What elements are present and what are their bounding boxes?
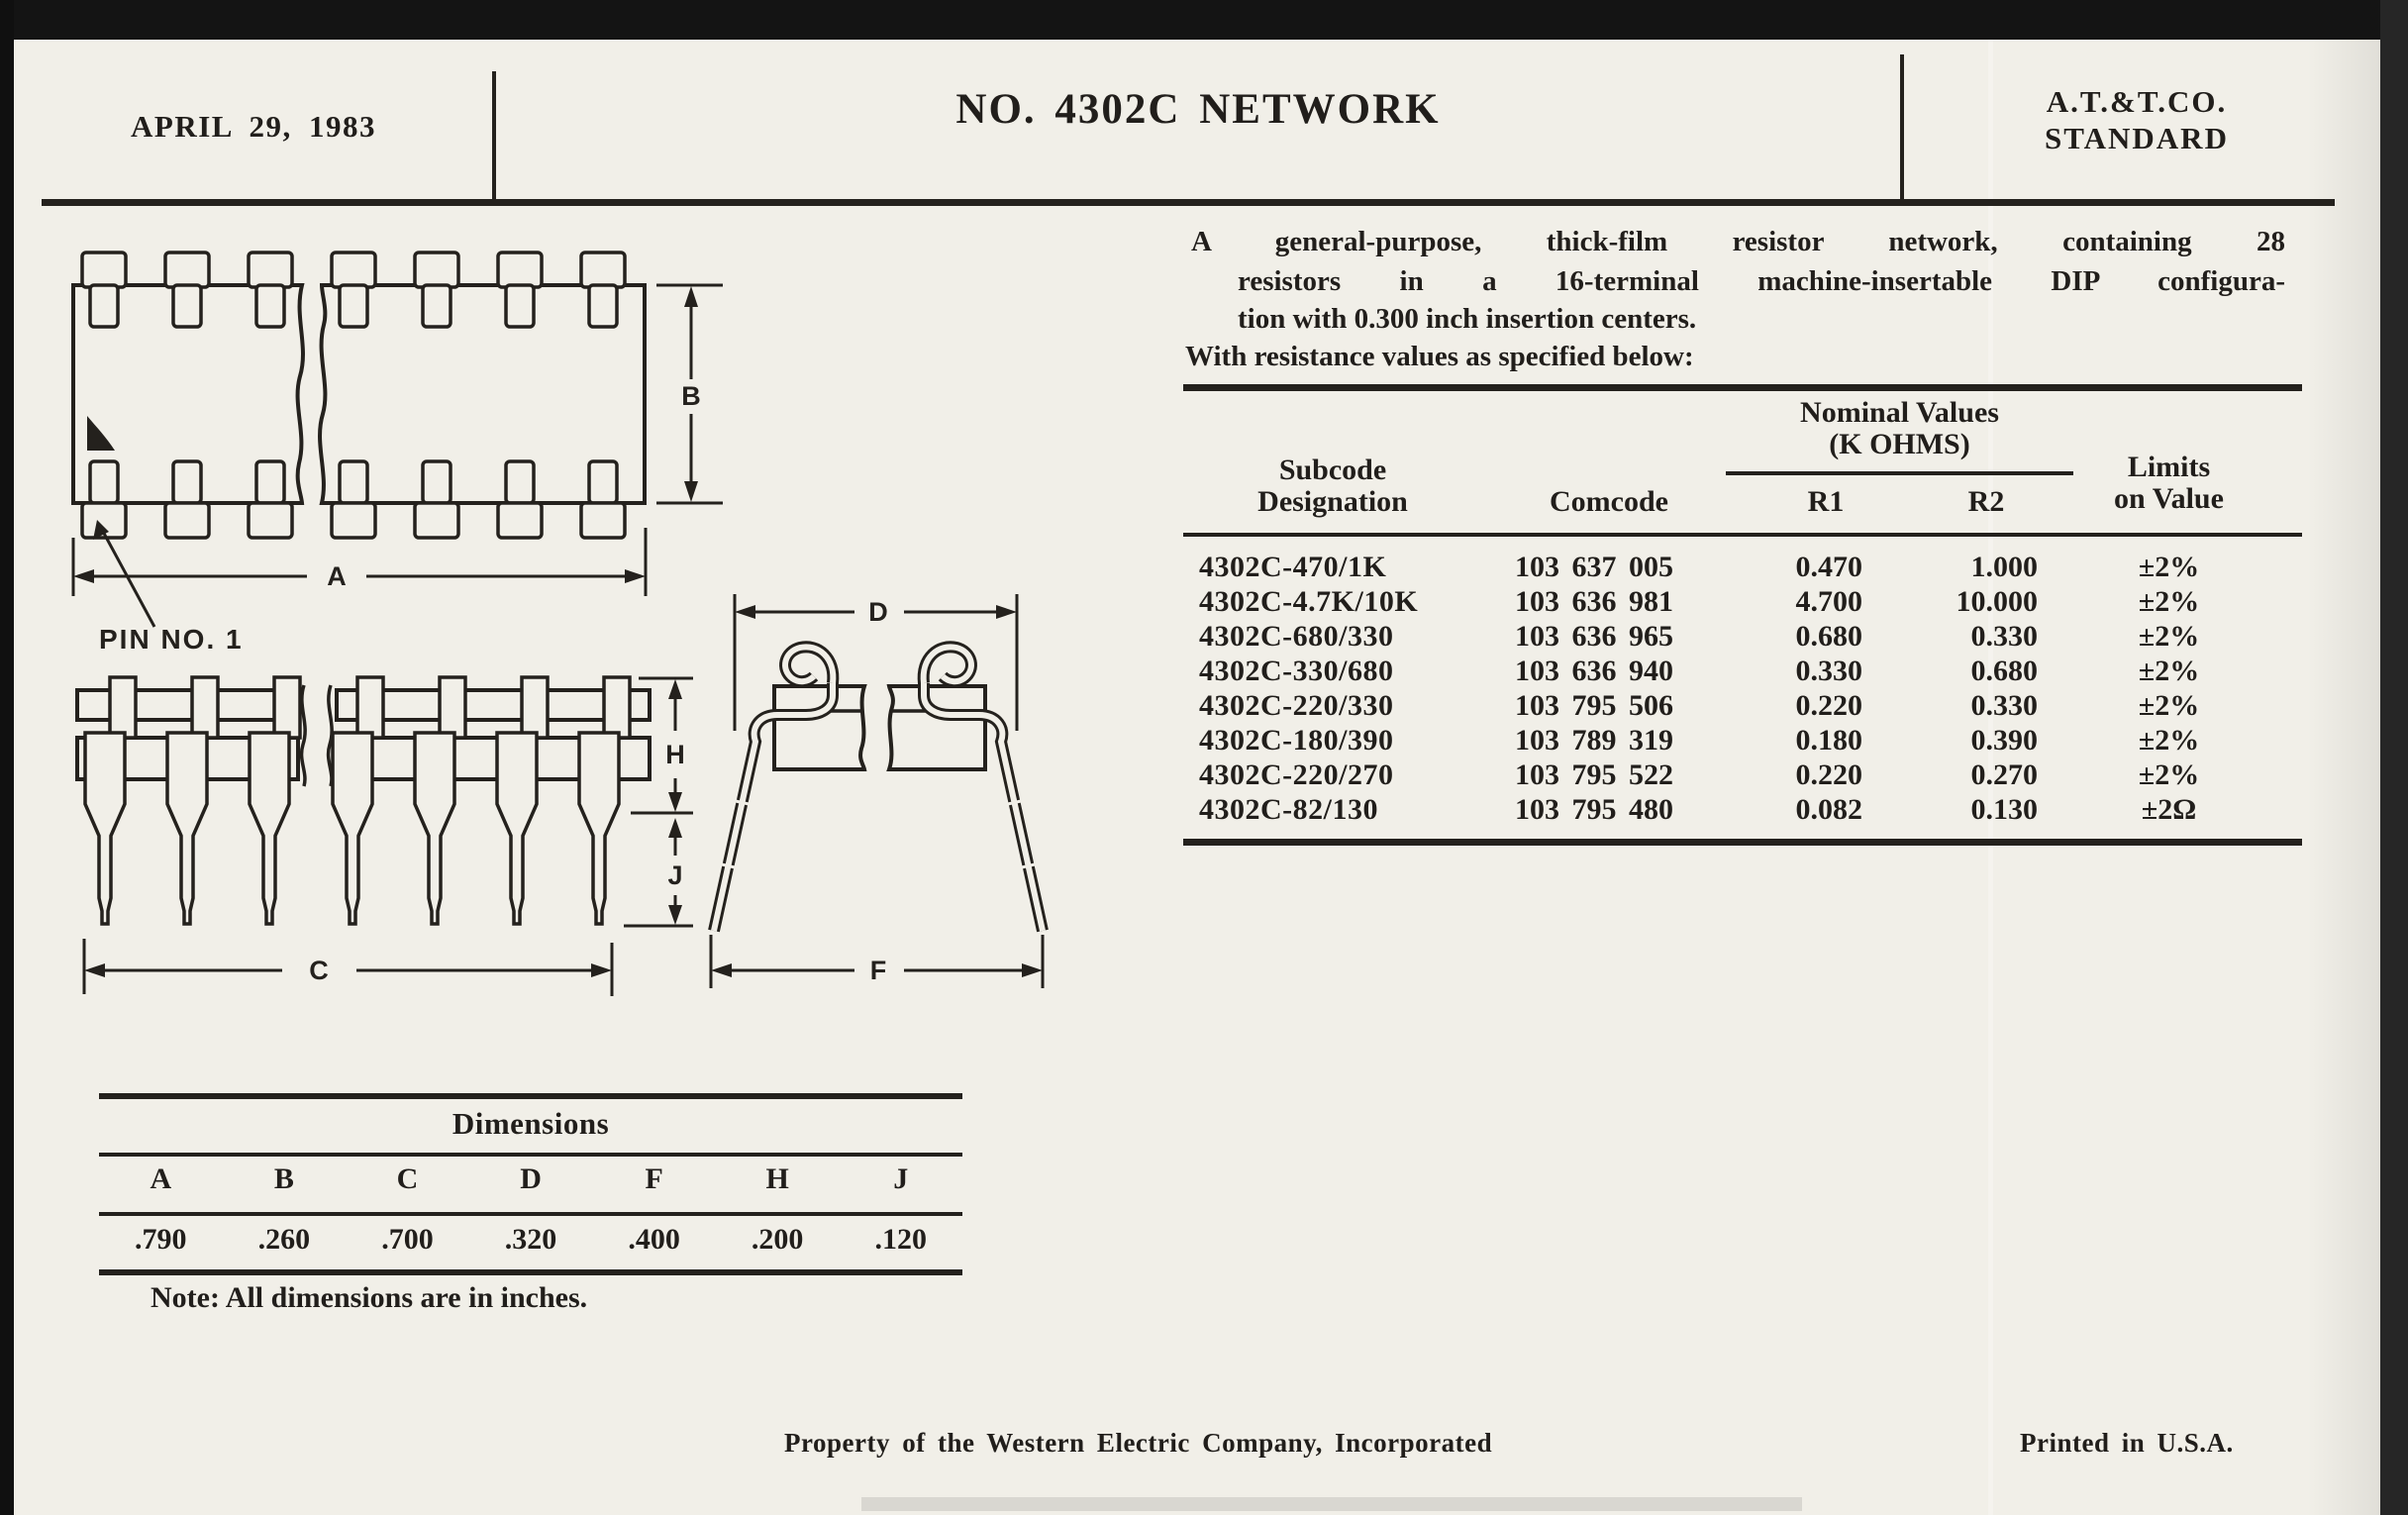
kohms-header: (K OHMS)	[1829, 428, 1970, 460]
table-row	[1183, 620, 2302, 654]
cell-comcode: 103 789 319	[1515, 724, 1673, 757]
cell-comcode: 103 636 965	[1515, 620, 1673, 653]
cell-subcode: 4302C-180/390	[1199, 724, 1394, 757]
cell-comcode: 103 795 522	[1515, 758, 1673, 791]
cell-limits: ±2%	[2138, 689, 2200, 722]
dimension-col-header: A	[150, 1162, 172, 1195]
cell-comcode: 103 795 480	[1515, 793, 1673, 826]
cell-limits: ±2Ω	[2141, 793, 2197, 826]
dimension-col-header: J	[893, 1162, 909, 1195]
table-lead-in: With resistance values as specified below:	[1185, 341, 1694, 372]
table-rule-top	[1183, 384, 2302, 391]
dimension-value: .260	[257, 1223, 311, 1256]
cell-r1: 0.680	[1795, 620, 1862, 653]
header-rule	[42, 199, 2335, 206]
dimensions-rule-bottom	[99, 1269, 962, 1275]
cell-limits: ±2%	[2138, 551, 2200, 583]
dimension-col-header: D	[520, 1162, 542, 1195]
dimension-value: .790	[135, 1223, 187, 1256]
table-row	[1183, 689, 2302, 723]
cell-r2: 0.390	[1970, 724, 2038, 757]
dimensions-rule-3	[99, 1212, 962, 1216]
dim-label-b: B	[681, 381, 701, 411]
dimension-col-header: B	[273, 1162, 294, 1195]
cell-subcode: 4302C-220/270	[1199, 758, 1394, 791]
nominal-values-header: Nominal Values	[1800, 396, 1999, 429]
cell-r2: 10.000	[1956, 585, 2038, 618]
cell-r1: 0.180	[1795, 724, 1862, 757]
cell-r1: 4.700	[1795, 585, 1862, 618]
col-header-r2: R2	[1967, 485, 2005, 518]
cell-limits: ±2%	[2138, 620, 2200, 653]
nominal-values-rule	[1726, 471, 2073, 475]
dim-label-j: J	[667, 860, 683, 890]
cell-subcode: 4302C-82/130	[1199, 793, 1378, 826]
table-row	[1183, 758, 2302, 792]
document-title: NO. 4302C NETWORK	[955, 86, 1441, 133]
dimension-col-header: C	[396, 1162, 419, 1195]
cell-subcode: 4302C-330/680	[1199, 655, 1394, 687]
printed-notice: Printed in U.S.A.	[2020, 1428, 2234, 1458]
dip-top-view-drawing	[57, 236, 751, 661]
description-line-3: tion with 0.300 inch insertion centers.	[1238, 303, 1697, 335]
scan-edge-top	[0, 0, 2408, 40]
col-header-limits-2: on Value	[2114, 482, 2224, 515]
dimension-value: .120	[874, 1223, 927, 1256]
property-notice: Property of the Western Electric Company, Incorporated	[784, 1428, 1493, 1458]
description-line-1: A general-purpose, thick-film resistor network, containing 28	[1191, 226, 2285, 257]
dimensions-rule-top	[99, 1093, 962, 1099]
cell-limits: ±2%	[2138, 758, 2200, 791]
cell-r2: 0.330	[1970, 689, 2038, 722]
cell-subcode: 4302C-220/330	[1199, 689, 1394, 722]
org-name: A.T.&T.CO.	[2046, 84, 2228, 119]
table-row	[1183, 585, 2302, 619]
dimension-col-header: H	[765, 1162, 789, 1195]
dimensions-value-row	[99, 1223, 962, 1257]
dimension-value: .700	[381, 1223, 434, 1256]
resistance-table	[1183, 384, 2302, 850]
dimensions-table	[99, 1093, 962, 1281]
cell-comcode: 103 636 981	[1515, 585, 1673, 618]
dim-label-c: C	[309, 956, 329, 985]
dimensions-header-row	[99, 1162, 962, 1196]
dim-label-a: A	[327, 561, 347, 591]
cell-r1: 0.220	[1795, 758, 1862, 791]
cell-comcode: 103 795 506	[1515, 689, 1673, 722]
cell-limits: ±2%	[2138, 655, 2200, 687]
table-row	[1183, 655, 2302, 688]
dim-label-h: H	[665, 740, 685, 769]
cell-r2: 1.000	[1970, 551, 2038, 583]
cell-r2: 0.330	[1970, 620, 2038, 653]
col-header-subcode-2: Designation	[1257, 485, 1408, 518]
cell-r2: 0.680	[1970, 655, 2038, 687]
dim-label-f: F	[869, 956, 887, 985]
org-standard-label	[1904, 83, 2369, 156]
col-header-subcode-1: Subcode	[1278, 454, 1387, 486]
dimension-value: .320	[504, 1223, 557, 1256]
cell-subcode: 4302C-4.7K/10K	[1199, 585, 1419, 618]
dimensions-rule-2	[99, 1153, 962, 1157]
table-rule-bottom	[1183, 839, 2302, 846]
table-row	[1183, 724, 2302, 758]
col-header-r1: R1	[1807, 485, 1845, 518]
table-row	[1183, 551, 2302, 584]
cell-r1: 0.470	[1795, 551, 1862, 583]
cell-r1: 0.220	[1795, 689, 1862, 722]
cell-r1: 0.330	[1795, 655, 1862, 687]
table-row	[1183, 793, 2302, 827]
cell-subcode: 4302C-470/1K	[1199, 551, 1387, 583]
dip-end-view-drawing	[688, 586, 1064, 1002]
dip-side-view-drawing	[59, 665, 698, 1057]
dim-label-d: D	[868, 597, 888, 627]
cell-r2: 0.270	[1970, 758, 2038, 791]
dimensions-table-title: Dimensions	[452, 1106, 610, 1141]
col-header-limits-1: Limits	[2127, 451, 2211, 483]
dimension-value: .200	[751, 1223, 804, 1256]
cell-comcode: 103 636 940	[1515, 655, 1673, 687]
dimensions-note: Note: All dimensions are in inches.	[150, 1281, 588, 1314]
cell-limits: ±2%	[2138, 585, 2200, 618]
dimension-col-header: F	[645, 1162, 663, 1195]
document-date: APRIL 29, 1983	[131, 109, 376, 144]
description-line-2: resistors in a 16-terminal machine-insertable DIP configura-	[1238, 265, 2285, 297]
scan-edge-right	[2380, 0, 2408, 1515]
cell-subcode: 4302C-680/330	[1199, 620, 1394, 653]
table-rule-header	[1183, 533, 2302, 537]
org-standard: STANDARD	[2045, 121, 2229, 155]
cell-r1: 0.082	[1795, 793, 1862, 826]
dimension-value: .400	[628, 1223, 680, 1256]
scan-noise-streak	[861, 1497, 1802, 1511]
scan-shading	[2307, 40, 2382, 1515]
pin-1-label: PIN NO. 1	[99, 624, 244, 655]
cell-comcode: 103 637 005	[1515, 551, 1673, 583]
cell-r2: 0.130	[1970, 793, 2038, 826]
cell-limits: ±2%	[2138, 724, 2200, 757]
col-header-comcode: Comcode	[1550, 485, 1668, 518]
scan-edge-left	[0, 0, 14, 1515]
